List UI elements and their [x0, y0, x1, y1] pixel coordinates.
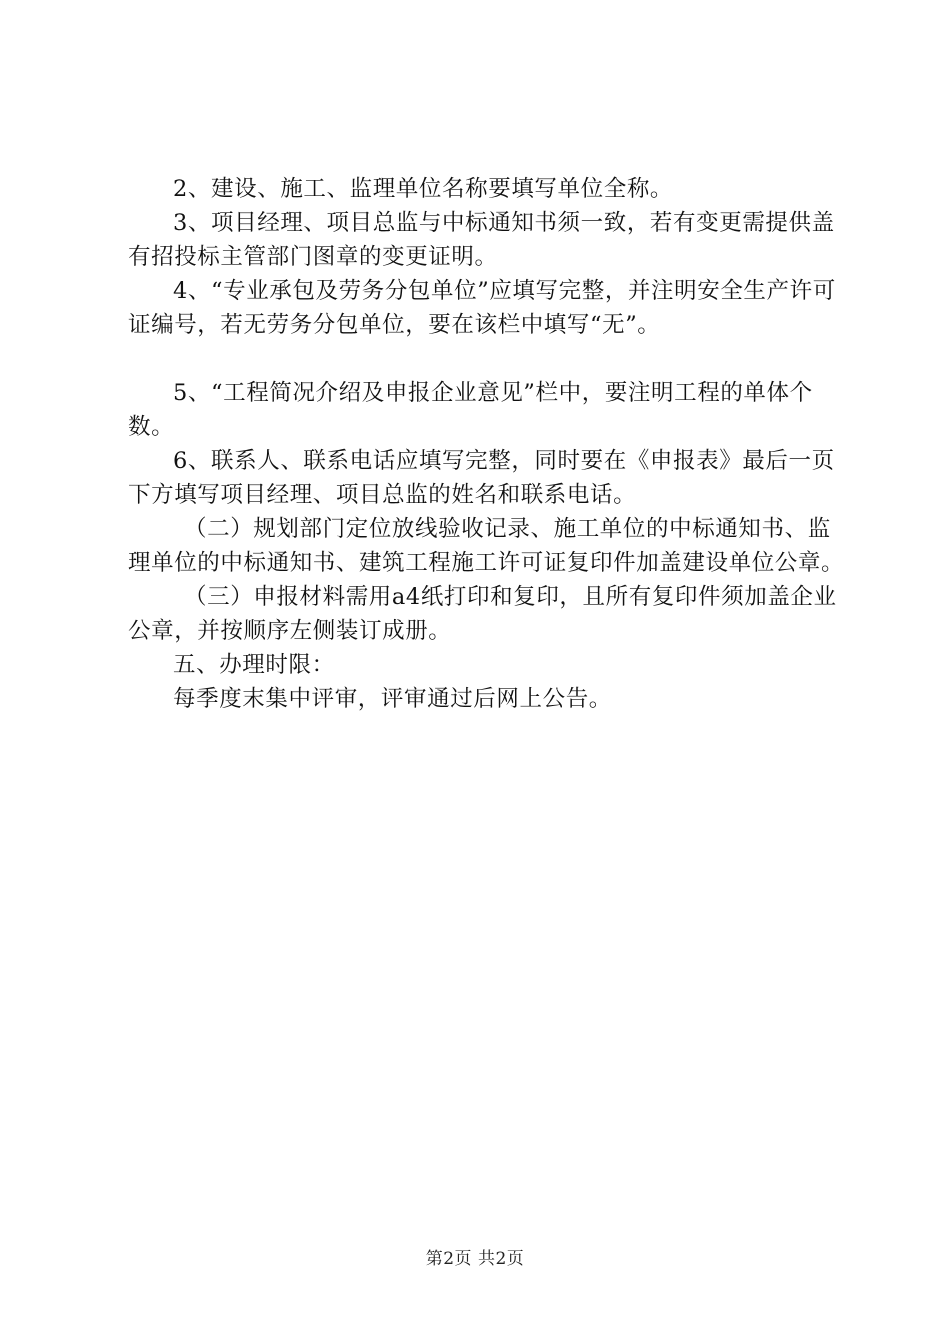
- paragraph-item-2: 2、建设、施工、监理单位名称要填写单位全称。: [173, 176, 674, 202]
- paragraph-section-2: （二）规划部门定位放线验收记录、施工单位的中标通知书、监理单位的中标通知书、建筑工程施工许可证复印件加盖建设单位公章。: [128, 516, 845, 576]
- document-body: [128, 172, 848, 716]
- heading-processing-time: 五、办理时限：: [173, 652, 335, 678]
- page-number-footer: 第2页 共2页: [425, 1249, 525, 1269]
- paragraph-item-3: 3、项目经理、项目总监与中标通知书须一致，若有变更需提供盖有招投标主管部门图章的变更证明。: [128, 210, 835, 270]
- paragraph-item-5: 5、“工程简况介绍及申报企业意见”栏中，要注明工程的单体个数。: [128, 380, 813, 440]
- paragraph-section-3: （三）申报材料需用a4纸打印和复印，且所有复印件须加盖企业公章，并按顺序左侧装订成册。: [128, 584, 837, 644]
- paragraph-item-6: 6、联系人、联系电话应填写完整，同时要在《申报表》最后一页下方填写项目经理、项目总监的姓名和联系电话。: [128, 448, 835, 508]
- paragraph-processing-time: 每季度末集中评审，评审通过后网上公告。: [173, 686, 612, 712]
- paragraph-item-4: 4、“专业承包及劳务分包单位”应填写完整，并注明安全生产许可证编号，若无劳务分包单位，要在该栏中填写“无”。: [128, 278, 836, 338]
